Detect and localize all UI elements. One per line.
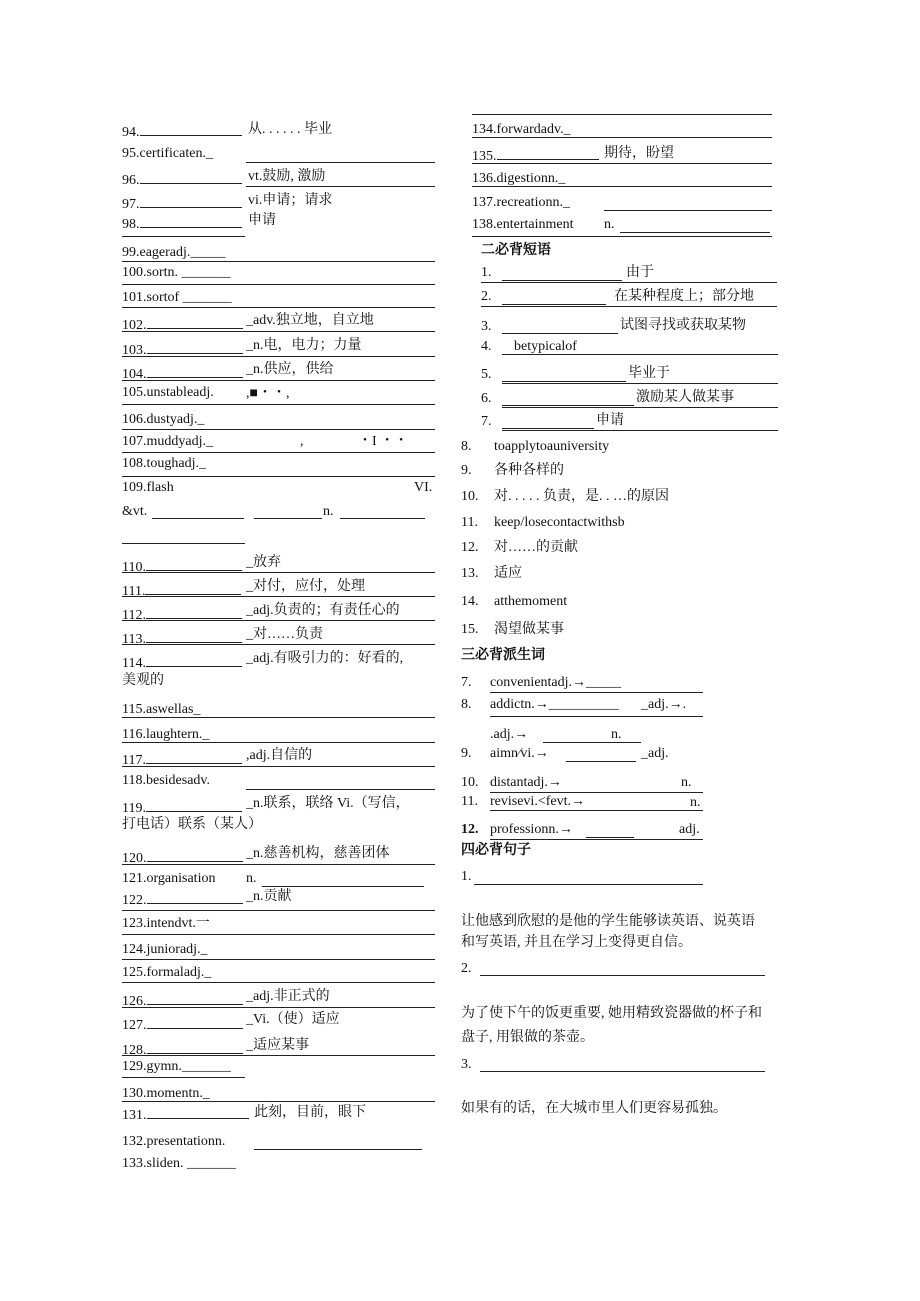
item-112-meaning: _adj.负责的；有责任心的 (246, 603, 400, 618)
derivative-12-number: 12. (461, 822, 479, 837)
blank-line[interactable] (122, 1077, 245, 1078)
blank-line[interactable] (604, 210, 772, 211)
section-heading-phrases: 二必背短语 (481, 243, 551, 258)
phrase-6-number: 6. (481, 391, 492, 406)
item-131: 131. (122, 1104, 249, 1125)
item-106: 106.dustyadj._ (122, 412, 205, 427)
blank-line[interactable] (340, 518, 425, 519)
item-118: 118.besidesadv. (122, 773, 210, 788)
phrase-15-number: 15. (461, 622, 479, 637)
item-132: 132.presentationn. (122, 1134, 226, 1149)
item-103-meaning: _n.电，电力；力量 (246, 338, 362, 353)
sentence-3-answer-line[interactable] (480, 1071, 765, 1072)
item-114: 114. (122, 652, 242, 673)
item-95: 95.certificaten._ (122, 146, 213, 161)
phrase-3-meaning: 试图寻找或获取某物 (620, 318, 746, 333)
item-120: 120. (122, 847, 243, 868)
phrase-10-text: 对. . . . . 负责，是. . …的原因 (494, 489, 669, 504)
item-111: 111. (122, 580, 241, 601)
blank-line[interactable] (502, 354, 778, 355)
phrase-9-text: 各种各样的 (494, 463, 564, 478)
item-109-vi: VI. (414, 480, 433, 495)
blank-line[interactable] (122, 910, 435, 911)
item-105: 105.unstableadj. (122, 385, 214, 400)
blank-line[interactable] (122, 1055, 435, 1056)
item-122: 122. (122, 889, 243, 910)
blank-line[interactable] (122, 717, 435, 718)
blank-line[interactable] (472, 186, 772, 187)
item-124: 124.junioradj._ (122, 942, 208, 957)
blank-line[interactable] (481, 282, 777, 283)
item-107-meaning: ・I ・・ (358, 434, 409, 449)
blank-line[interactable] (502, 407, 778, 408)
blank-line[interactable] (490, 839, 703, 840)
item-111-meaning: _对付，应付，处理 (246, 579, 365, 594)
blank-line[interactable] (122, 982, 435, 983)
phrase-11-number: 11. (461, 515, 478, 530)
blank-line[interactable] (254, 518, 322, 519)
blank-line[interactable] (490, 810, 703, 811)
item-125: 125.formaladj._ (122, 965, 212, 980)
blank-line[interactable] (122, 572, 435, 573)
sentence-3-number: 3. (461, 1057, 472, 1072)
derivative-7-number: 7. (461, 675, 472, 690)
phrase-1-meaning: 由于 (626, 265, 654, 280)
item-121: 121.organisation (122, 871, 216, 886)
blank-line[interactable] (152, 518, 244, 519)
item-134: 134.forwardadv._ (472, 122, 571, 137)
blank-line[interactable] (122, 307, 435, 308)
phrase-3-number: 3. (481, 319, 492, 334)
blank-line[interactable] (122, 864, 435, 865)
phrase-4-number: 4. (481, 339, 492, 354)
derivative-10-text: distantadj.→ (490, 775, 562, 790)
item-110-meaning: _放弃 (246, 555, 281, 570)
phrase-13-number: 13. (461, 566, 479, 581)
item-133: 133.sliden. _______ (122, 1156, 236, 1171)
blank-line[interactable] (566, 761, 636, 762)
item-119: 119. (122, 797, 242, 818)
blank-line[interactable] (262, 886, 424, 887)
derivative-8-adj2: .adj.→ (490, 727, 529, 742)
derivative-12-text: professionn.→ (490, 822, 573, 837)
item-101: 101.sortof _______ (122, 290, 232, 305)
blank-line[interactable] (122, 959, 435, 960)
phrase-5-meaning: 毕业于 (628, 366, 670, 381)
blank-line[interactable] (246, 186, 435, 187)
sentence-2-number: 2. (461, 961, 472, 976)
item-112: 112. (122, 604, 242, 625)
item-129: 129.gymn._______ (122, 1059, 231, 1074)
sentence-1-prompt-line1: 让他感到欣慰的是他的学生能够读英语、说英语 (461, 914, 755, 929)
blank-line[interactable] (122, 331, 435, 332)
phrase-6-meaning: 激励某人做某事 (636, 390, 734, 405)
blank-line[interactable] (122, 766, 435, 767)
item-102: 102. (122, 314, 243, 335)
item-99: 99.eageradj._____ (122, 245, 226, 260)
blank-line[interactable] (122, 261, 435, 262)
item-128-meaning: _适应某事 (246, 1038, 309, 1053)
section-heading-sentences: 四必背句子 (461, 843, 531, 858)
blank-line[interactable] (122, 452, 435, 453)
derivative-8-number: 8. (461, 697, 472, 712)
item-94: 94. (122, 121, 242, 142)
item-137: 137.recreationn._ (472, 195, 570, 210)
blank-line[interactable] (502, 405, 634, 406)
blank-line[interactable] (502, 428, 594, 429)
phrase-15-text: 渴望做某事 (494, 622, 564, 637)
blank-line[interactable] (481, 306, 777, 307)
phrase-1-number: 1. (481, 265, 492, 280)
blank-line[interactable] (122, 934, 435, 935)
phrase-13-text: 适应 (494, 566, 522, 581)
phrase-12-text: 对……的贡献 (494, 540, 578, 555)
blank-line[interactable] (472, 114, 772, 115)
blank-line[interactable] (620, 232, 770, 233)
derivative-10-noun: n. (681, 775, 692, 790)
derivative-9-text: aimn∕vi.→ (490, 746, 549, 761)
item-130: 130.momentn._ (122, 1086, 210, 1101)
derivative-10-number: 10. (461, 775, 479, 790)
item-126-meaning: _adj.非正式的 (246, 989, 330, 1004)
item-122-meaning: _n.贡献 (246, 889, 292, 904)
item-114-meaning-cont: 美观的 (122, 673, 164, 688)
item-105-meaning: ,■・・, (246, 386, 290, 401)
item-97: 97. (122, 193, 242, 214)
item-127: 127. (122, 1014, 243, 1035)
item-135-meaning: 期待，盼望 (604, 146, 674, 161)
item-109-vt: &vt. (122, 504, 148, 519)
item-117: 117. (122, 749, 242, 770)
blank-line[interactable] (122, 404, 435, 405)
phrase-5-number: 5. (481, 367, 492, 382)
item-131-meaning: 此刻，目前，眼下 (254, 1105, 366, 1120)
blank-line[interactable] (246, 789, 435, 790)
blank-line[interactable] (502, 381, 626, 382)
item-109: 109.flash (122, 480, 174, 495)
sentence-2-prompt-line2: 盘子, 用银做的茶壶。 (461, 1030, 594, 1045)
sentence-3-prompt: 如果有的话，在大城市里人们更容易孤独。 (461, 1101, 727, 1116)
item-138-n: n. (604, 217, 615, 232)
item-126: 126. (122, 990, 243, 1011)
blank-line[interactable] (502, 383, 778, 384)
blank-line[interactable] (122, 429, 435, 430)
blank-line[interactable] (122, 236, 245, 237)
item-96: 96. (122, 169, 242, 190)
blank-line[interactable] (122, 644, 435, 645)
derivative-12-adj: adj. (679, 822, 700, 837)
derivative-7-text: convenientadj.→_____ (490, 675, 622, 690)
derivative-8-text: addictn.→__________ (490, 697, 619, 712)
item-123: 123.intendvt.一 (122, 916, 210, 931)
blank-line[interactable] (122, 543, 245, 544)
item-119-meaning: _n.联系，联络 Vi.（写信， (246, 796, 410, 811)
blank-line[interactable] (122, 1007, 435, 1008)
section-heading-derivatives: 三必背派生词 (461, 648, 545, 663)
blank-line[interactable] (122, 620, 435, 621)
sentence-2-answer-line[interactable] (480, 975, 765, 976)
derivative-8-adj: _adj.→. (641, 697, 687, 712)
phrase-7-number: 7. (481, 414, 492, 429)
blank-line[interactable] (502, 333, 618, 334)
derivative-9-adj: _adj. (641, 746, 669, 761)
item-107-mark: , (300, 434, 304, 449)
blank-line[interactable] (246, 162, 435, 163)
blank-line[interactable] (122, 284, 435, 285)
blank-line[interactable] (490, 716, 703, 717)
derivative-9-number: 9. (461, 746, 472, 761)
blank-line[interactable] (122, 1101, 435, 1102)
item-94-meaning: 从. . . . . . 毕业 (248, 122, 332, 137)
blank-line[interactable] (502, 304, 606, 305)
phrase-8-number: 8. (461, 439, 472, 454)
item-104: 104. (122, 363, 243, 384)
phrase-14-number: 14. (461, 594, 479, 609)
sentence-1-answer-line[interactable] (474, 884, 703, 885)
item-102-meaning: _adv.独立地，自立地 (246, 313, 374, 328)
blank-line[interactable] (122, 380, 435, 381)
phrase-7-meaning: 申请 (596, 413, 624, 428)
item-98: 98. (122, 213, 242, 234)
blank-line[interactable] (472, 137, 772, 138)
item-127-meaning: _Vi.（使）适应 (246, 1012, 340, 1027)
item-107: 107.muddyadj._ (122, 434, 213, 449)
item-138: 138.entertainment (472, 217, 574, 232)
phrase-14-text: atthemoment (494, 594, 568, 609)
sentence-1-number: 1. (461, 869, 472, 884)
blank-line[interactable] (543, 742, 641, 743)
blank-line[interactable] (472, 163, 772, 164)
sentence-1-prompt-line2: 和写英语, 并且在学习上变得更自信。 (461, 935, 692, 950)
phrase-10-number: 10. (461, 489, 479, 504)
derivative-11-text: revisevi.<fevt.→ (490, 794, 585, 809)
item-119-meaning-cont: 打电话）联系（某人） (122, 817, 262, 832)
phrase-9-number: 9. (461, 463, 472, 478)
blank-line[interactable] (490, 692, 703, 693)
item-114-meaning: _adj.有吸引力的：好看的, (246, 651, 404, 666)
derivative-8-noun: n. (611, 727, 622, 742)
item-128: 128. (122, 1039, 243, 1060)
blank-line[interactable] (472, 236, 772, 237)
item-117-meaning: ,adj.自信的 (246, 748, 313, 763)
item-113: 113. (122, 628, 242, 649)
item-109-n: n. (323, 504, 334, 519)
blank-line[interactable] (586, 837, 634, 838)
blank-line[interactable] (254, 1149, 422, 1150)
phrase-4-text: betypicalof (514, 339, 577, 354)
item-97-meaning: vi.申请；请求 (248, 193, 333, 208)
item-115: 115.aswellas_ (122, 702, 201, 717)
item-113-meaning: _对……负责 (246, 627, 323, 642)
blank-line[interactable] (122, 356, 435, 357)
item-103: 103. (122, 339, 243, 360)
phrase-2-meaning: 在某种程度上；部分地 (614, 289, 754, 304)
item-98-meaning: 申请 (248, 213, 276, 228)
blank-line[interactable] (122, 476, 435, 477)
item-136: 136.digestionn._ (472, 171, 566, 186)
blank-line[interactable] (502, 280, 622, 281)
phrase-12-number: 12. (461, 540, 479, 555)
item-96-meaning: vt.鼓励, 激励 (248, 169, 326, 184)
blank-line[interactable] (502, 430, 778, 431)
item-135: 135. (472, 145, 599, 166)
item-121-n: n. (246, 871, 257, 886)
derivative-11-noun: n. (690, 795, 701, 810)
sentence-2-prompt-line1: 为了使下午的饭更重要, 她用精致瓷器做的杯子和 (461, 1006, 762, 1021)
item-108: 108.toughadj._ (122, 456, 206, 471)
item-100: 100.sortn. _______ (122, 265, 231, 280)
phrase-8-text: toapplytoauniversity (494, 439, 610, 454)
blank-line[interactable] (122, 742, 435, 743)
phrase-11-text: keep/losecontactwithsb (494, 515, 625, 530)
item-116: 116.laughtern._ (122, 727, 210, 742)
phrase-2-number: 2. (481, 289, 492, 304)
blank-line[interactable] (122, 596, 435, 597)
derivative-11-number: 11. (461, 794, 478, 809)
item-110: 110. (122, 556, 242, 577)
item-120-meaning: _n.慈善机构，慈善团体 (246, 846, 390, 861)
item-104-meaning: _n.供应，供给 (246, 362, 334, 377)
